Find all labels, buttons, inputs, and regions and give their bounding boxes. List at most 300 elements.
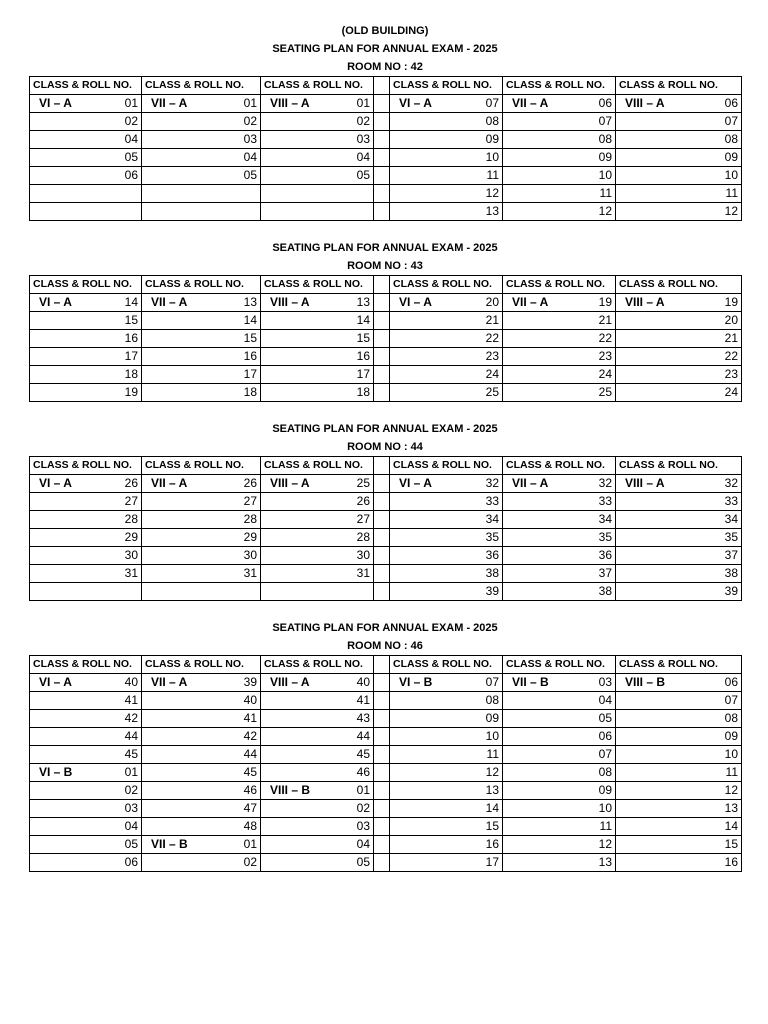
roll-number: 10 <box>485 729 499 743</box>
seat-cell <box>261 294 374 312</box>
spacer-cell <box>374 95 390 113</box>
seat-cell <box>142 854 261 872</box>
seat-cell <box>503 203 616 221</box>
seat-cell <box>616 131 742 149</box>
roll-number: 08 <box>485 693 499 707</box>
exam-title: SEATING PLAN FOR ANNUAL EXAM - 2025 <box>272 242 498 254</box>
roll-number: 35 <box>724 530 738 544</box>
seat-cell <box>503 746 616 764</box>
room-number: ROOM NO : 46 <box>347 640 423 652</box>
seat-cell <box>261 583 374 601</box>
seat-cell <box>390 366 503 384</box>
seat-cell <box>261 529 374 547</box>
roll-number: 32 <box>724 476 738 490</box>
table-row <box>30 475 742 493</box>
seat-cell <box>30 366 142 384</box>
roll-number: 40 <box>243 693 257 707</box>
table-row <box>30 203 742 221</box>
table-row <box>30 583 742 601</box>
roll-number: 02 <box>124 114 138 128</box>
seat-cell <box>390 185 503 203</box>
roll-number: 15 <box>485 819 499 833</box>
roll-number: 03 <box>243 132 257 146</box>
seat-cell <box>142 131 261 149</box>
spacer-cell <box>374 854 390 872</box>
roll-number: 05 <box>243 168 257 182</box>
seat-cell <box>390 511 503 529</box>
seat-cell <box>390 800 503 818</box>
column-header: CLASS & ROLL NO. <box>390 276 503 294</box>
rooms-container <box>29 40 741 872</box>
seat-cell <box>390 764 503 782</box>
spacer-cell <box>374 294 390 312</box>
roll-number: 15 <box>124 313 138 327</box>
building-label: (OLD BUILDING) <box>341 25 429 37</box>
column-header: CLASS & ROLL NO. <box>30 77 142 95</box>
seat-cell <box>261 511 374 529</box>
roll-number: 22 <box>598 331 612 345</box>
table-row <box>30 330 742 348</box>
roll-number: 40 <box>124 675 138 689</box>
roll-number: 04 <box>598 693 612 707</box>
roll-number: 09 <box>598 783 612 797</box>
column-header: CLASS & ROLL NO. <box>503 77 616 95</box>
seat-cell <box>390 312 503 330</box>
seat-cell <box>142 565 261 583</box>
seat-cell <box>390 131 503 149</box>
roll-number: 34 <box>598 512 612 526</box>
seat-cell <box>261 854 374 872</box>
seat-cell <box>30 565 142 583</box>
roll-number: 44 <box>124 729 138 743</box>
roll-number: 12 <box>598 837 612 851</box>
seat-cell <box>616 782 742 800</box>
seat-cell <box>503 384 616 402</box>
room-section <box>29 239 741 402</box>
class-label: VIII – A <box>625 96 665 110</box>
roll-number: 33 <box>724 494 738 508</box>
seat-cell <box>616 475 742 493</box>
exam-title: SEATING PLAN FOR ANNUAL EXAM - 2025 <box>272 423 498 435</box>
roll-number: 26 <box>124 476 138 490</box>
seat-cell <box>30 746 142 764</box>
roll-number: 13 <box>356 295 370 309</box>
seat-cell <box>142 547 261 565</box>
class-label: VII – B <box>512 675 549 689</box>
table-row <box>30 149 742 167</box>
roll-number: 30 <box>356 548 370 562</box>
class-label: VI – B <box>39 765 73 779</box>
roll-number: 13 <box>243 295 257 309</box>
roll-number: 16 <box>124 331 138 345</box>
seat-cell <box>503 674 616 692</box>
spacer-cell <box>374 764 390 782</box>
class-label: VII – A <box>151 476 188 490</box>
seat-cell <box>142 529 261 547</box>
roll-number: 28 <box>124 512 138 526</box>
room-number: ROOM NO : 43 <box>347 260 423 272</box>
roll-number: 03 <box>124 801 138 815</box>
table-row <box>30 782 742 800</box>
spacer-cell <box>374 366 390 384</box>
roll-number: 07 <box>598 114 612 128</box>
seat-cell <box>503 167 616 185</box>
roll-number: 07 <box>724 693 738 707</box>
roll-number: 05 <box>124 150 138 164</box>
column-header: CLASS & ROLL NO. <box>616 656 742 674</box>
roll-number: 20 <box>724 313 738 327</box>
roll-number: 21 <box>724 331 738 345</box>
seat-cell <box>616 764 742 782</box>
seating-table <box>29 275 742 402</box>
seat-cell <box>142 836 261 854</box>
seat-cell <box>616 203 742 221</box>
seat-cell <box>261 547 374 565</box>
seat-cell <box>503 493 616 511</box>
roll-number: 21 <box>598 313 612 327</box>
class-label: VII – A <box>512 476 549 490</box>
roll-number: 28 <box>356 530 370 544</box>
roll-number: 05 <box>356 855 370 869</box>
roll-number: 35 <box>598 530 612 544</box>
roll-number: 02 <box>124 783 138 797</box>
seat-cell <box>616 565 742 583</box>
roll-number: 44 <box>243 747 257 761</box>
roll-number: 12 <box>485 765 499 779</box>
seat-cell <box>30 583 142 601</box>
roll-number: 08 <box>598 132 612 146</box>
seat-cell <box>503 95 616 113</box>
seat-cell <box>503 149 616 167</box>
spacer-cell <box>374 348 390 366</box>
seat-cell <box>261 674 374 692</box>
seat-cell <box>30 131 142 149</box>
class-label: VII – A <box>512 96 549 110</box>
seat-cell <box>390 167 503 185</box>
spacer-cell <box>374 692 390 710</box>
roll-number: 17 <box>124 349 138 363</box>
roll-number: 07 <box>485 96 499 110</box>
room-section <box>29 420 741 601</box>
column-header: CLASS & ROLL NO. <box>30 656 142 674</box>
seat-cell <box>30 710 142 728</box>
seat-cell <box>30 95 142 113</box>
seat-cell <box>142 203 261 221</box>
table-header-row <box>30 276 742 294</box>
spacer-cell <box>374 493 390 511</box>
seat-cell <box>142 185 261 203</box>
column-header: CLASS & ROLL NO. <box>30 276 142 294</box>
spacer-cell <box>374 818 390 836</box>
roll-number: 36 <box>598 548 612 562</box>
class-label: VI – A <box>39 96 72 110</box>
roll-number: 10 <box>598 801 612 815</box>
seat-cell <box>390 113 503 131</box>
roll-number: 08 <box>724 711 738 725</box>
roll-number: 33 <box>485 494 499 508</box>
roll-number: 12 <box>724 783 738 797</box>
seating-table <box>29 655 742 872</box>
seat-cell <box>142 312 261 330</box>
seat-cell <box>503 330 616 348</box>
class-label: VIII – A <box>270 476 310 490</box>
seat-cell <box>616 330 742 348</box>
roll-number: 16 <box>485 837 499 851</box>
class-label: VI – A <box>39 476 72 490</box>
seat-cell <box>261 728 374 746</box>
seat-cell <box>30 330 142 348</box>
seat-cell <box>261 836 374 854</box>
roll-number: 48 <box>243 819 257 833</box>
seat-cell <box>261 800 374 818</box>
seat-cell <box>142 710 261 728</box>
seat-cell <box>616 710 742 728</box>
seat-cell <box>30 475 142 493</box>
roll-number: 13 <box>598 855 612 869</box>
class-label: VIII – A <box>625 476 665 490</box>
seat-cell <box>616 746 742 764</box>
roll-number: 10 <box>724 168 738 182</box>
seat-cell <box>503 547 616 565</box>
roll-number: 14 <box>724 819 738 833</box>
spacer-cell <box>374 185 390 203</box>
roll-number: 25 <box>356 476 370 490</box>
roll-number: 42 <box>124 711 138 725</box>
seat-cell <box>390 348 503 366</box>
roll-number: 13 <box>724 801 738 815</box>
class-label: VIII – B <box>270 783 311 797</box>
class-label: VII – A <box>512 295 549 309</box>
roll-number: 09 <box>724 150 738 164</box>
roll-number: 36 <box>485 548 499 562</box>
spacer-cell <box>374 113 390 131</box>
seat-cell <box>142 294 261 312</box>
roll-number: 41 <box>243 711 257 725</box>
seat-cell <box>142 493 261 511</box>
roll-number: 05 <box>356 168 370 182</box>
table-row <box>30 529 742 547</box>
roll-number: 46 <box>243 783 257 797</box>
roll-number: 17 <box>356 367 370 381</box>
roll-number: 38 <box>598 584 612 598</box>
roll-number: 45 <box>356 747 370 761</box>
spacer-cell <box>374 475 390 493</box>
roll-number: 11 <box>725 765 738 779</box>
column-header: CLASS & ROLL NO. <box>390 77 503 95</box>
roll-number: 12 <box>485 186 499 200</box>
seating-table <box>29 456 742 601</box>
seat-cell <box>30 185 142 203</box>
roll-number: 46 <box>356 765 370 779</box>
column-header: CLASS & ROLL NO. <box>503 457 616 475</box>
table-row <box>30 836 742 854</box>
seat-cell <box>142 167 261 185</box>
roll-number: 04 <box>356 837 370 851</box>
seat-cell <box>503 583 616 601</box>
class-label: VI – A <box>39 295 72 309</box>
roll-number: 33 <box>598 494 612 508</box>
seat-cell <box>142 366 261 384</box>
seat-cell <box>616 547 742 565</box>
room-section <box>29 40 741 221</box>
roll-number: 02 <box>243 855 257 869</box>
roll-number: 04 <box>243 150 257 164</box>
class-label: VII – B <box>151 837 188 851</box>
exam-title: SEATING PLAN FOR ANNUAL EXAM - 2025 <box>272 622 498 634</box>
seat-cell <box>616 836 742 854</box>
roll-number: 06 <box>124 168 138 182</box>
table-row <box>30 764 742 782</box>
spacer-cell <box>374 149 390 167</box>
column-header: CLASS & ROLL NO. <box>30 457 142 475</box>
roll-number: 10 <box>598 168 612 182</box>
roll-number: 06 <box>124 855 138 869</box>
seat-cell <box>261 348 374 366</box>
seat-cell <box>261 167 374 185</box>
roll-number: 12 <box>598 204 612 218</box>
roll-number: 09 <box>485 711 499 725</box>
roll-number: 29 <box>243 530 257 544</box>
seat-cell <box>261 366 374 384</box>
roll-number: 14 <box>356 313 370 327</box>
seat-cell <box>261 818 374 836</box>
roll-number: 43 <box>356 711 370 725</box>
roll-number: 14 <box>485 801 499 815</box>
seat-cell <box>142 511 261 529</box>
roll-number: 03 <box>356 132 370 146</box>
roll-number: 05 <box>598 711 612 725</box>
class-label: VIII – A <box>625 295 665 309</box>
seat-cell <box>261 149 374 167</box>
seat-cell <box>261 185 374 203</box>
roll-number: 34 <box>485 512 499 526</box>
seat-cell <box>142 746 261 764</box>
seat-cell <box>261 565 374 583</box>
spacer-column <box>374 77 390 95</box>
roll-number: 11 <box>599 819 612 833</box>
seat-cell <box>261 95 374 113</box>
seat-cell <box>616 95 742 113</box>
seat-cell <box>390 547 503 565</box>
roll-number: 29 <box>124 530 138 544</box>
roll-number: 18 <box>356 385 370 399</box>
roll-number: 10 <box>724 747 738 761</box>
roll-number: 28 <box>243 512 257 526</box>
table-row <box>30 167 742 185</box>
column-header: CLASS & ROLL NO. <box>616 457 742 475</box>
roll-number: 03 <box>598 675 612 689</box>
table-row <box>30 185 742 203</box>
seat-cell <box>390 818 503 836</box>
spacer-column <box>374 457 390 475</box>
seat-cell <box>390 294 503 312</box>
roll-number: 24 <box>485 367 499 381</box>
table-row <box>30 854 742 872</box>
roll-number: 07 <box>724 114 738 128</box>
room-number: ROOM NO : 42 <box>347 61 423 73</box>
seat-cell <box>503 113 616 131</box>
seat-cell <box>30 836 142 854</box>
roll-number: 06 <box>724 96 738 110</box>
seat-cell <box>616 348 742 366</box>
roll-number: 23 <box>724 367 738 381</box>
roll-number: 45 <box>243 765 257 779</box>
seat-cell <box>390 384 503 402</box>
roll-number: 08 <box>598 765 612 779</box>
roll-number: 14 <box>124 295 138 309</box>
class-label: VIII – A <box>270 295 310 309</box>
table-header-row <box>30 656 742 674</box>
roll-number: 41 <box>356 693 370 707</box>
room-number: ROOM NO : 44 <box>347 441 423 453</box>
seat-cell <box>261 692 374 710</box>
roll-number: 23 <box>485 349 499 363</box>
seat-cell <box>503 800 616 818</box>
spacer-column <box>374 276 390 294</box>
roll-number: 21 <box>485 313 499 327</box>
seat-cell <box>390 475 503 493</box>
seat-cell <box>30 818 142 836</box>
column-header: CLASS & ROLL NO. <box>261 457 374 475</box>
roll-number: 27 <box>124 494 138 508</box>
roll-number: 01 <box>356 96 370 110</box>
roll-number: 06 <box>724 675 738 689</box>
class-label: VI – A <box>399 295 432 309</box>
spacer-cell <box>374 728 390 746</box>
roll-number: 42 <box>243 729 257 743</box>
roll-number: 09 <box>724 729 738 743</box>
seat-cell <box>30 728 142 746</box>
spacer-cell <box>374 131 390 149</box>
seat-cell <box>503 511 616 529</box>
spacer-cell <box>374 203 390 221</box>
seat-cell <box>142 728 261 746</box>
seating-table <box>29 76 742 221</box>
seat-cell <box>30 294 142 312</box>
seat-cell <box>503 818 616 836</box>
seat-cell <box>616 818 742 836</box>
seat-cell <box>261 710 374 728</box>
roll-number: 10 <box>485 150 499 164</box>
roll-number: 41 <box>124 693 138 707</box>
seat-cell <box>616 149 742 167</box>
spacer-cell <box>374 565 390 583</box>
column-header: CLASS & ROLL NO. <box>503 276 616 294</box>
roll-number: 30 <box>124 548 138 562</box>
table-row <box>30 800 742 818</box>
roll-number: 11 <box>486 747 499 761</box>
roll-number: 38 <box>485 566 499 580</box>
table-row <box>30 312 742 330</box>
seat-cell <box>261 330 374 348</box>
seat-cell <box>261 131 374 149</box>
roll-number: 19 <box>724 295 738 309</box>
seat-cell <box>142 800 261 818</box>
seat-cell <box>30 529 142 547</box>
spacer-cell <box>374 710 390 728</box>
roll-number: 25 <box>598 385 612 399</box>
roll-number: 16 <box>243 349 257 363</box>
seat-cell <box>142 330 261 348</box>
class-label: VII – A <box>151 96 188 110</box>
seat-cell <box>390 692 503 710</box>
roll-number: 27 <box>243 494 257 508</box>
column-header: CLASS & ROLL NO. <box>142 457 261 475</box>
seat-cell <box>503 366 616 384</box>
roll-number: 38 <box>724 566 738 580</box>
seat-cell <box>30 203 142 221</box>
seat-cell <box>503 312 616 330</box>
